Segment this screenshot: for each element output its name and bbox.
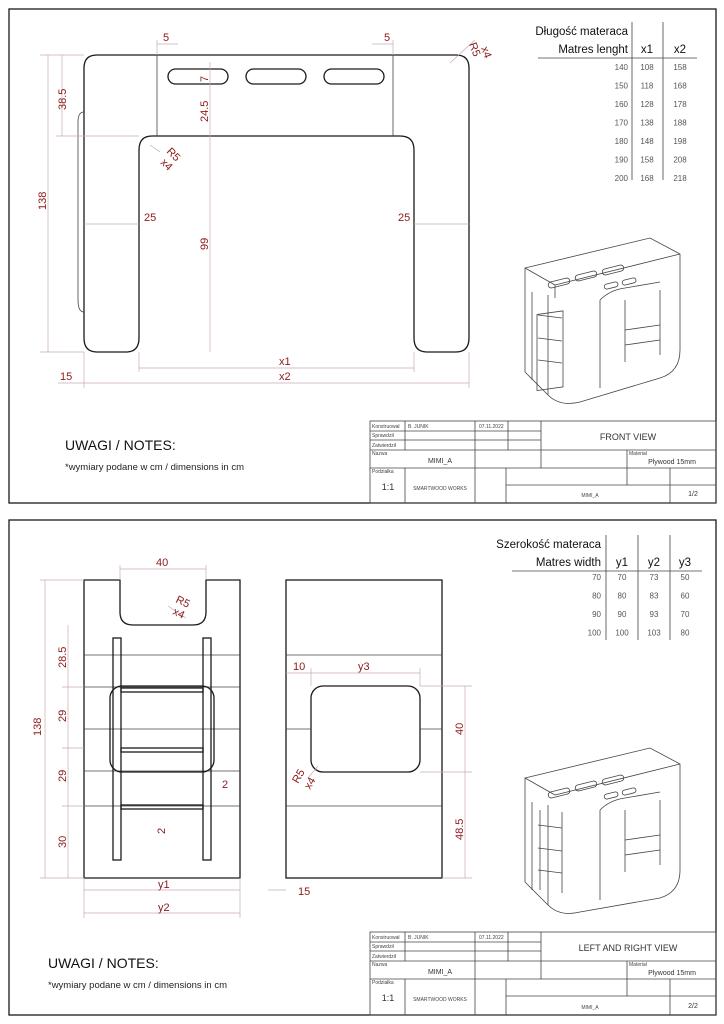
table-cell: 138 <box>640 118 654 128</box>
front-view-dimension-labels <box>37 32 493 383</box>
table-cell: 80 <box>592 591 601 601</box>
table-cell: 93 <box>649 610 659 619</box>
table-cell: 70 <box>617 573 627 582</box>
notes-title-1: UWAGI / NOTES: <box>65 437 176 453</box>
table2-header-en: Matres width <box>535 557 601 569</box>
notes-text-1: *wymiary podane w cm / dimensions in cm <box>65 462 244 473</box>
svg-text:Materiał: Materiał <box>629 451 647 457</box>
svg-text:07.11.2022: 07.11.2022 <box>479 935 504 941</box>
dim-top-5-right: 5 <box>384 32 391 44</box>
table-cell: 218 <box>673 174 687 183</box>
table-header-pl: Długość materaca <box>535 26 628 38</box>
dim-width-15: 15 <box>60 371 73 383</box>
table-cell: 118 <box>640 81 654 91</box>
title-block-1 <box>370 421 716 503</box>
table-cell: 190 <box>614 155 628 165</box>
table-cell: 100 <box>615 628 629 638</box>
table-cell: 70 <box>592 573 601 582</box>
table2-col-y2: y2 <box>647 557 661 569</box>
dim-step-2-a: 2 <box>222 779 229 791</box>
side-view-dimension-labels <box>32 557 466 914</box>
mattress-length-table <box>535 22 697 183</box>
table-cell: 188 <box>673 118 687 128</box>
dim-radius-top-count: x4 <box>170 605 187 622</box>
isometric-bed-front <box>525 238 680 403</box>
dim-radius-inner-count: x4 <box>157 156 175 174</box>
dim-height-38-5: 38.5 <box>57 88 69 110</box>
svg-text:MIMI_A: MIMI_A <box>427 969 453 976</box>
table-cell: 50 <box>680 573 690 582</box>
svg-text:1:1: 1:1 <box>381 993 395 1003</box>
dim-x1: x1 <box>279 356 291 368</box>
svg-text:SMARTWOOD WORKS: SMARTWOOD WORKS <box>413 997 467 1003</box>
table-cell: 158 <box>640 155 654 165</box>
dim-width-25-right: 25 <box>398 212 411 224</box>
dim-y1: y1 <box>158 879 170 891</box>
svg-text:Zatwierdził: Zatwierdził <box>372 443 396 449</box>
dim-radius-corner: R5 <box>466 40 483 59</box>
table2-col-y3: y3 <box>678 557 692 569</box>
svg-text:Konstruował: Konstruował <box>372 424 400 430</box>
table-cell: 198 <box>673 137 687 146</box>
table-col-x1: x1 <box>640 44 654 56</box>
right-view-drawing <box>286 580 442 878</box>
dim-x2: x2 <box>279 371 291 383</box>
svg-text:1:1: 1:1 <box>381 482 395 492</box>
dim-height-29-b: 29 <box>57 769 69 782</box>
table-cell: 108 <box>640 63 654 72</box>
dim-height-48-5: 48.5 <box>454 818 466 840</box>
dim-width-25-left: 25 <box>144 212 157 224</box>
svg-text:MIMI_A: MIMI_A <box>581 1005 599 1011</box>
dim-radius-inner: R5 <box>163 145 183 165</box>
svg-text:MIMI_A: MIMI_A <box>581 493 599 499</box>
table-cell: 140 <box>614 63 628 72</box>
dim-y2: y2 <box>158 902 170 914</box>
table-cell: 148 <box>640 137 654 146</box>
table-cell: 160 <box>614 100 628 109</box>
svg-text:Podziałka: Podziałka <box>372 980 394 986</box>
svg-text:Konstruował: Konstruował <box>372 935 400 941</box>
dim-height-138: 138 <box>32 717 44 736</box>
table-cell: 168 <box>640 174 654 183</box>
table-cell: 60 <box>680 591 690 601</box>
svg-text:2/2: 2/2 <box>688 1003 698 1010</box>
side-view-dimensions <box>40 565 472 918</box>
dim-height-28-5: 28.5 <box>57 646 69 668</box>
table-cell: 70 <box>680 610 690 619</box>
svg-text:Nazwa: Nazwa <box>372 962 388 968</box>
svg-text:B. JUNIK: B. JUNIK <box>408 935 429 941</box>
sheet-2-frame <box>9 520 716 1015</box>
dim-radius-window: R5 <box>290 767 308 786</box>
svg-text:Plywood 15mm: Plywood 15mm <box>648 970 696 977</box>
dim-radius-window-count: x4 <box>302 775 319 792</box>
isometric-bed-side <box>525 748 680 913</box>
table2-header-pl: Szerokość materaca <box>496 539 601 551</box>
table-cell: 150 <box>614 81 628 91</box>
table-cell: 128 <box>640 100 654 109</box>
table-cell: 90 <box>592 610 601 619</box>
table-cell: 103 <box>647 628 661 638</box>
mattress-width-table <box>496 535 702 640</box>
table-header-en: Matres lenght <box>558 44 628 56</box>
dim-y3: y3 <box>358 661 370 673</box>
table-cell: 73 <box>649 573 659 582</box>
svg-text:Materiał: Materiał <box>629 962 647 968</box>
svg-text:B. JUNIK: B. JUNIK <box>408 424 429 430</box>
dim-height-30: 30 <box>57 835 69 848</box>
svg-text:MIMI_A: MIMI_A <box>427 458 453 465</box>
dim-height-40: 40 <box>454 722 466 735</box>
table-cell: 170 <box>614 118 628 128</box>
svg-text:SMARTWOOD WORKS: SMARTWOOD WORKS <box>413 486 467 492</box>
front-view-drawing <box>78 55 469 352</box>
table-cell: 90 <box>617 610 627 619</box>
table-col-x2: x2 <box>673 44 687 56</box>
svg-text:Podziałka: Podziałka <box>372 469 394 475</box>
notes-text-2: *wymiary podane w cm / dimensions in cm <box>48 980 227 991</box>
title-block-2 <box>370 932 716 1015</box>
table-cell: 208 <box>673 155 687 165</box>
dim-slot-7: 7 <box>199 75 211 82</box>
svg-text:Zatwierdził: Zatwierdził <box>372 954 396 960</box>
table-cell: 158 <box>673 63 687 72</box>
dim-width-15-side: 15 <box>298 886 311 898</box>
dim-height-24-5: 24.5 <box>199 100 211 122</box>
table-cell: 80 <box>617 591 627 601</box>
svg-text:Sprawdził: Sprawdził <box>372 944 394 950</box>
dim-width-40: 40 <box>156 557 169 569</box>
sheet-1-frame <box>9 9 716 503</box>
dim-radius-top: R5 <box>173 593 192 611</box>
table-cell: 100 <box>587 628 601 638</box>
svg-text:Plywood 15mm: Plywood 15mm <box>648 459 696 466</box>
dim-height-99: 99 <box>199 237 211 250</box>
view-title-2: LEFT AND RIGHT VIEW <box>578 943 678 953</box>
dim-step-2-b: 2 <box>156 827 168 834</box>
svg-text:Sprawdził: Sprawdził <box>372 433 394 439</box>
dim-height-29-a: 29 <box>57 709 69 722</box>
svg-text:07.11.2022: 07.11.2022 <box>479 424 504 430</box>
notes-title-2: UWAGI / NOTES: <box>48 955 159 971</box>
table-cell: 180 <box>614 137 628 146</box>
dim-width-10: 10 <box>293 661 306 673</box>
svg-text:1/2: 1/2 <box>688 491 698 498</box>
table-cell: 80 <box>680 628 690 638</box>
table-cell: 200 <box>614 174 628 183</box>
svg-text:Nazwa: Nazwa <box>372 451 388 457</box>
table2-col-y1: y1 <box>615 557 629 569</box>
table-cell: 168 <box>673 81 687 91</box>
dim-radius-corner-count: x4 <box>478 44 494 60</box>
table-cell: 83 <box>649 591 659 601</box>
table-cell: 178 <box>673 100 687 109</box>
view-title-1: FRONT VIEW <box>599 432 657 442</box>
dim-top-5-left: 5 <box>163 32 170 44</box>
dim-height-138: 138 <box>37 191 49 210</box>
